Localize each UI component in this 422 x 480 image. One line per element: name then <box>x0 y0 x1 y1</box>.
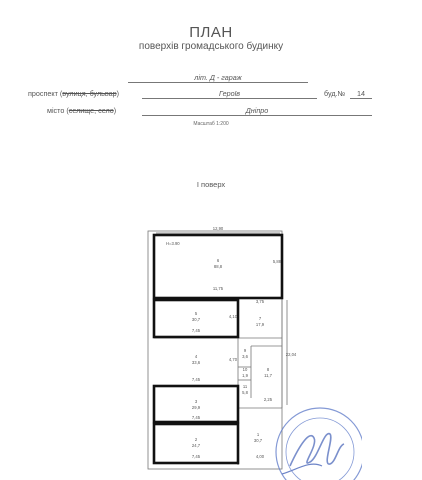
room-6-depth: 5,88 <box>272 259 282 264</box>
stamp-seal <box>252 400 362 480</box>
dim-375: 3,75 <box>255 299 265 304</box>
room-1-no: 1 <box>256 432 260 437</box>
signature-scribble <box>290 434 344 466</box>
room-6-width: 11,75 <box>212 286 224 291</box>
dim-470: 4,70 <box>228 357 238 362</box>
street-label-prefix: проспект ( <box>28 89 63 98</box>
street-label-suffix: ) <box>116 89 120 98</box>
room-5-no: 5 <box>194 311 198 316</box>
room-5-width: 7,45 <box>191 328 201 333</box>
room-4-width: 7,45 <box>191 377 201 382</box>
room-3-width: 7,45 <box>191 415 201 420</box>
stamp-inner-ring <box>286 418 354 480</box>
room-7-area: 17,9 <box>255 322 265 327</box>
room-5-depth: 4,10 <box>228 314 238 319</box>
dim-225: 2,25 <box>263 397 273 402</box>
room-4-area: 33,6 <box>191 360 201 365</box>
dim-2204: 22,04 <box>285 352 297 357</box>
room-9-area: 3,6 <box>242 354 248 359</box>
room-3-area: 29,9 <box>191 405 201 410</box>
room-3-no: 3 <box>194 399 198 404</box>
room-8-no: 8 <box>266 367 270 372</box>
dim-overall-width: 12,90 <box>212 226 224 231</box>
scale-note: Масштаб 1:200 <box>193 121 229 127</box>
room-10-no: 10 <box>242 367 248 372</box>
room-9-no: 9 <box>243 348 247 353</box>
room-1-area: 30,7 <box>253 438 263 443</box>
room-10-area: 1,9 <box>242 373 248 378</box>
building-field: 14 <box>350 89 372 99</box>
room-1-width: 4,00 <box>255 454 265 459</box>
city-label-suffix: ) <box>113 106 117 115</box>
room-8-area: 11,7 <box>264 373 272 378</box>
street-label-strike: вулиця, бульвар <box>62 89 117 98</box>
city-label-strike: селище, село <box>68 106 114 115</box>
room-11-no: 11 <box>242 384 248 389</box>
room-11-area: 5,8 <box>242 390 248 395</box>
street-field: Героїв <box>142 89 317 99</box>
room-2-area: 24,7 <box>191 443 201 448</box>
room-4-no: 4 <box>194 354 198 359</box>
height-note: H=3.90 <box>166 241 180 246</box>
city-label-prefix: місто ( <box>47 106 69 115</box>
document-subtitle: поверхів громадського будинку <box>138 41 284 52</box>
lit-field: літ. Д - гараж <box>128 73 308 83</box>
room-2-no: 2 <box>194 437 198 442</box>
city-field: Дніпро <box>142 106 372 116</box>
room-2-width: 7,45 <box>191 454 201 459</box>
floor-label: І поверх <box>196 180 226 189</box>
document-title: ПЛАН <box>189 24 233 41</box>
room-6-no: 6 <box>216 258 220 263</box>
room-5-area: 30,7 <box>191 317 201 322</box>
signature-underline <box>282 464 322 474</box>
room-6-area: 88,8 <box>213 264 223 269</box>
room-7-no: 7 <box>258 316 262 321</box>
building-label: буд.№ <box>324 89 346 98</box>
